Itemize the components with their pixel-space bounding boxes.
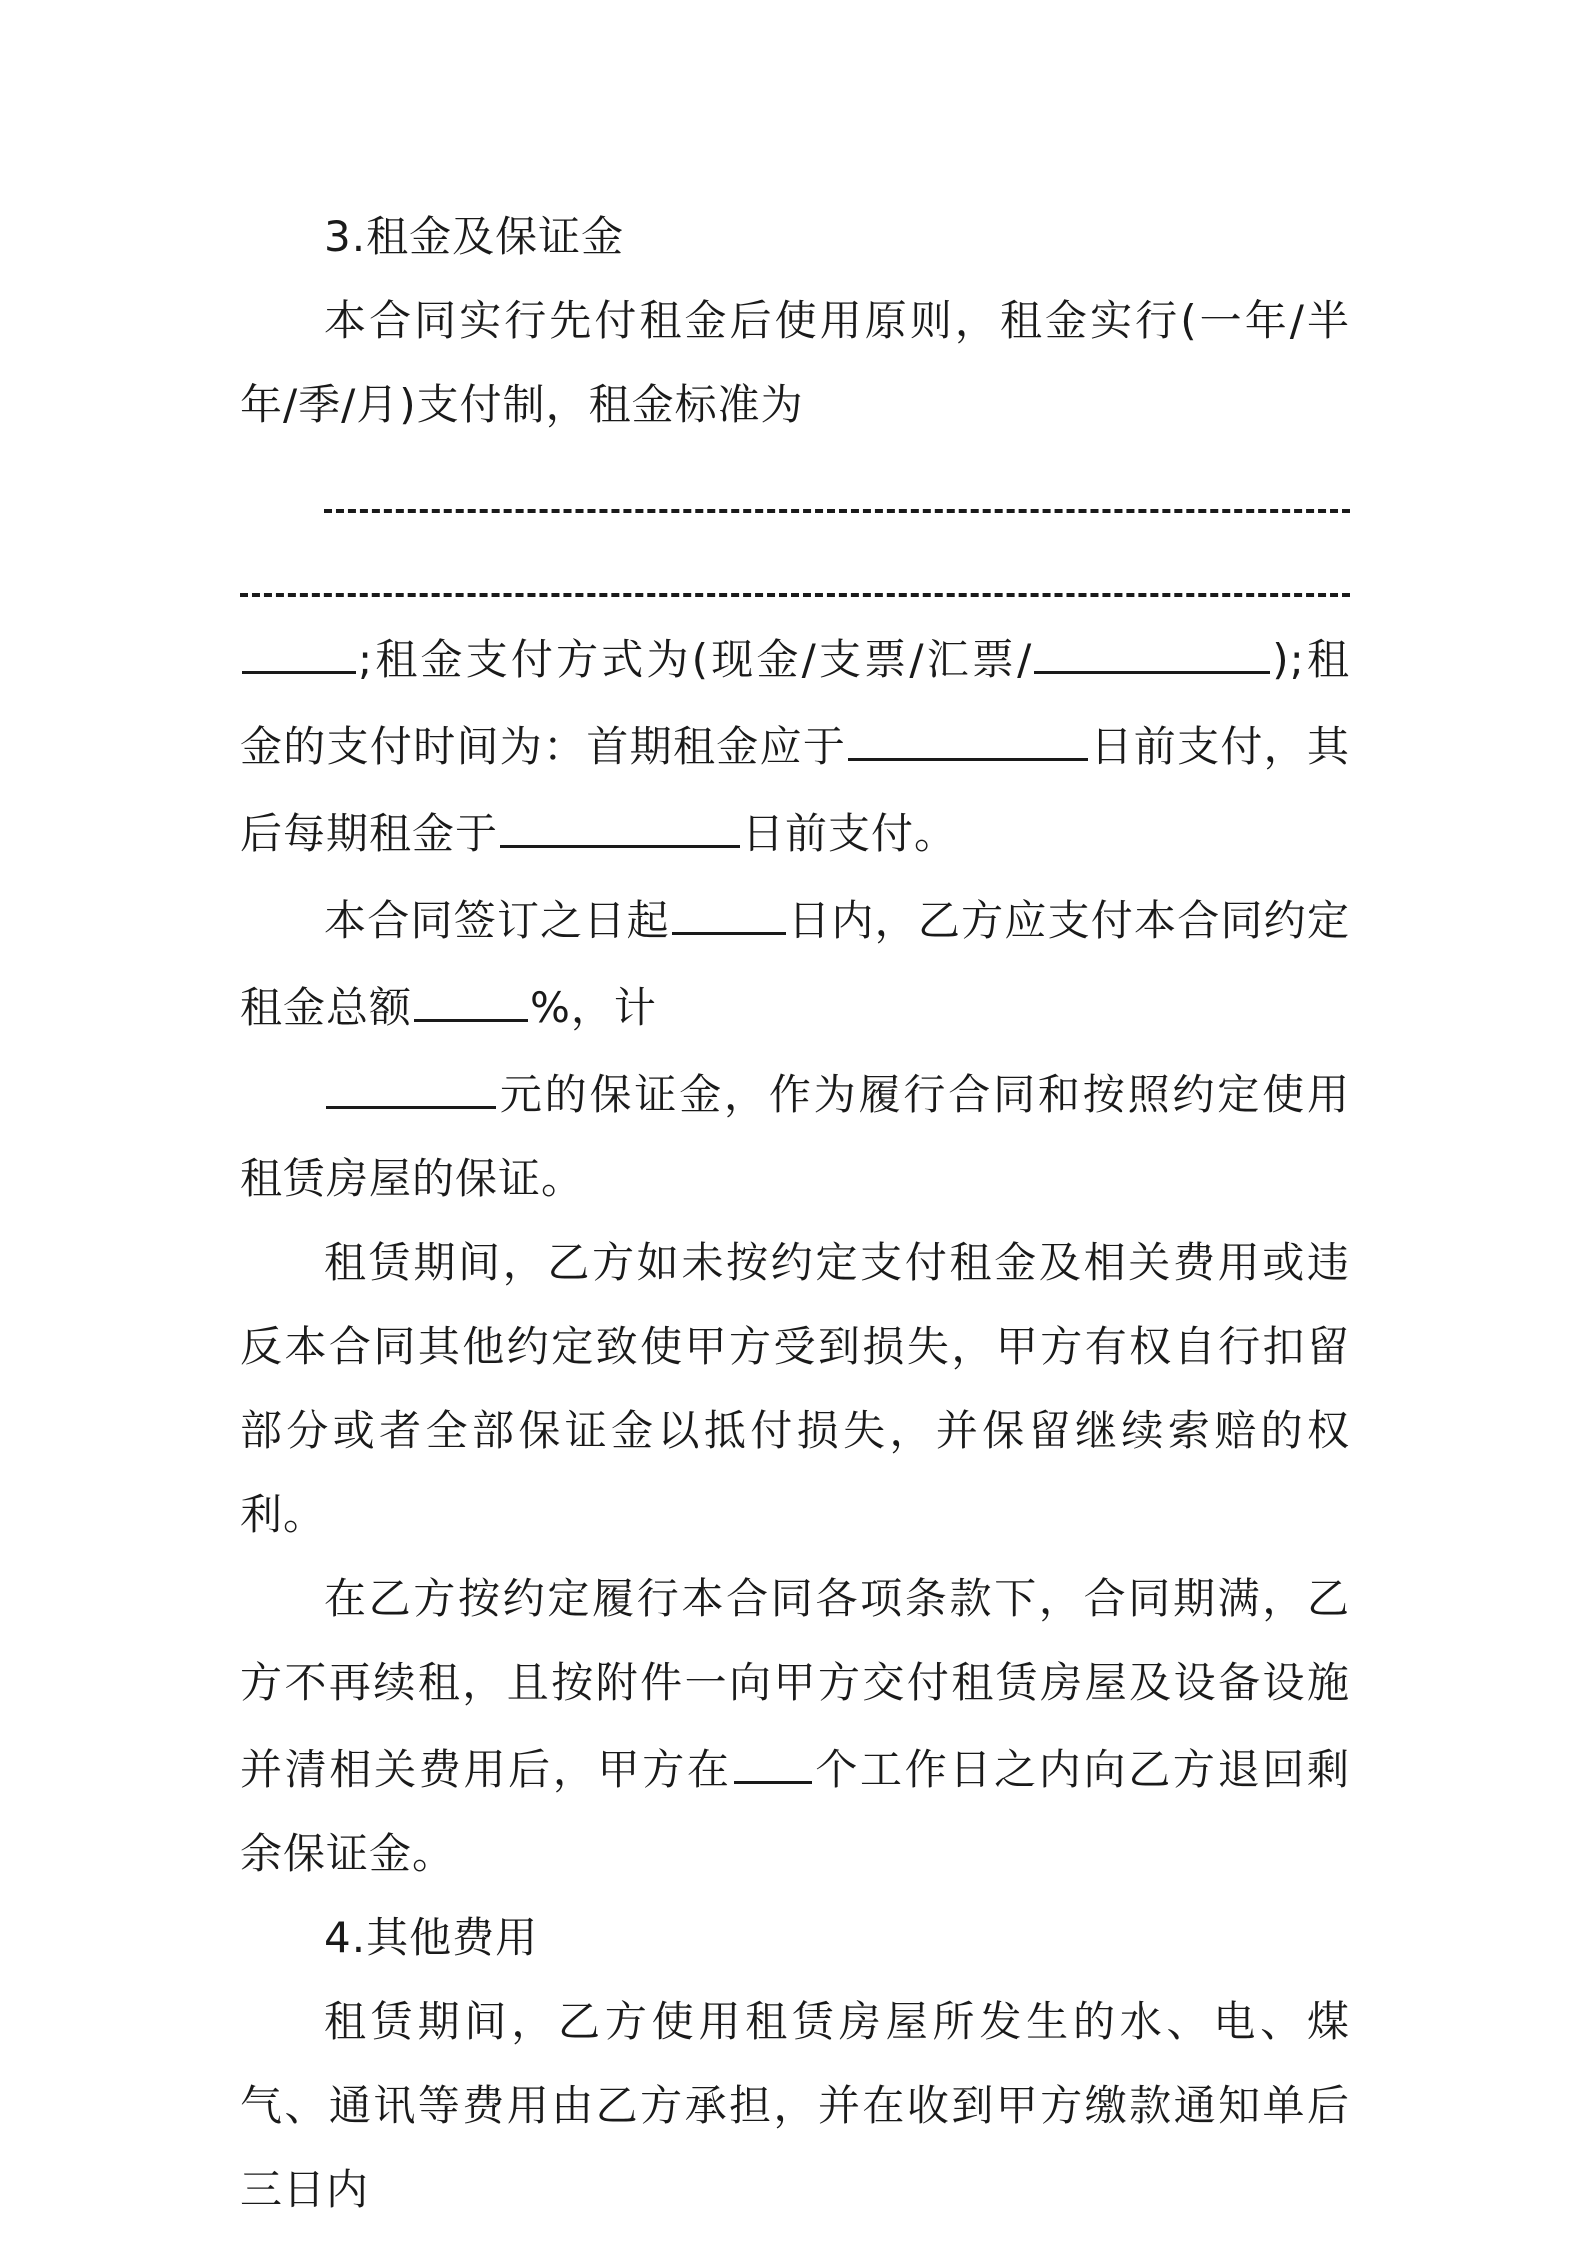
deposit-refund-paragraph <box>240 1557 1350 1896</box>
rent-standard-blank-end[interactable] <box>242 615 356 674</box>
deposit-purpose-text: 元的保证金，作为履行合同和按照约定使用租赁房屋的保证。 <box>240 1070 1350 1203</box>
document-page <box>240 195 1350 2232</box>
section-3-heading: 3.租金及保证金 <box>324 212 625 261</box>
deposit-refund-text: 在乙方按约定履行本合同各项条款下，合同期满，乙方不再续租，且按附件一向甲方交付租赁房屋及设备设施并清相关费用后，甲方在 <box>240 1574 1350 1794</box>
deposit-percent-blank[interactable] <box>414 963 528 1022</box>
first-payment-date-blank[interactable] <box>848 702 1088 761</box>
subsequent-payment-text: 日前支付，其后每期租金于 <box>240 722 1350 858</box>
deposit-paragraph <box>240 876 1350 1050</box>
deposit-refund-end-text: 个工作日之内向乙方退回剩余保证金。 <box>240 1745 1350 1878</box>
subsequent-payment-date-blank[interactable] <box>500 789 740 848</box>
deposit-days-blank[interactable] <box>672 876 786 935</box>
payment-end-text: 日前支付。 <box>742 809 958 858</box>
rent-terms-paragraph <box>240 279 1350 447</box>
refund-workdays-blank[interactable] <box>734 1725 812 1784</box>
rent-payment-paragraph <box>240 615 1350 876</box>
deposit-days-text: 本合同签订之日起 <box>324 896 670 945</box>
deposit-amount-blank[interactable] <box>326 1050 496 1109</box>
rent-terms-text: 本合同实行先付租金后使用原则，租金实行(一年/半年/季/月)支付制，租金标准为 <box>240 296 1350 429</box>
other-fees-paragraph: 租赁期间，乙方使用租赁房屋所发生的水、电、煤气、通讯等费用由乙方承担，并在收到甲方缴款通知单后三日内 <box>240 1997 1350 2214</box>
deposit-amount-paragraph <box>240 1050 1350 1221</box>
deposit-amount-text: %，计 <box>530 983 657 1032</box>
payment-method-blank[interactable] <box>1034 615 1270 674</box>
rent-standard-blank-line-1[interactable] <box>240 447 1350 531</box>
deposit-percent-text: 日内，乙方应支付本合同约定租金总额 <box>240 896 1350 1032</box>
payment-method-text: ;租金支付方式为(现金/支票/汇票/ <box>358 635 1033 684</box>
deposit-deduction-paragraph: 租赁期间，乙方如未按约定支付租金及相关费用或违反本合同其他约定致使甲方受到损失，甲方有权自行扣留部分或者全部保证金以抵付损失，并保留继续索赔的权利。 <box>240 1238 1350 1539</box>
rent-standard-blank-line-2[interactable] <box>240 531 1350 615</box>
first-payment-text: );租金的支付时间为：首期租金应于 <box>240 635 1350 771</box>
section-4-heading: 4.其他费用 <box>324 1913 539 1962</box>
